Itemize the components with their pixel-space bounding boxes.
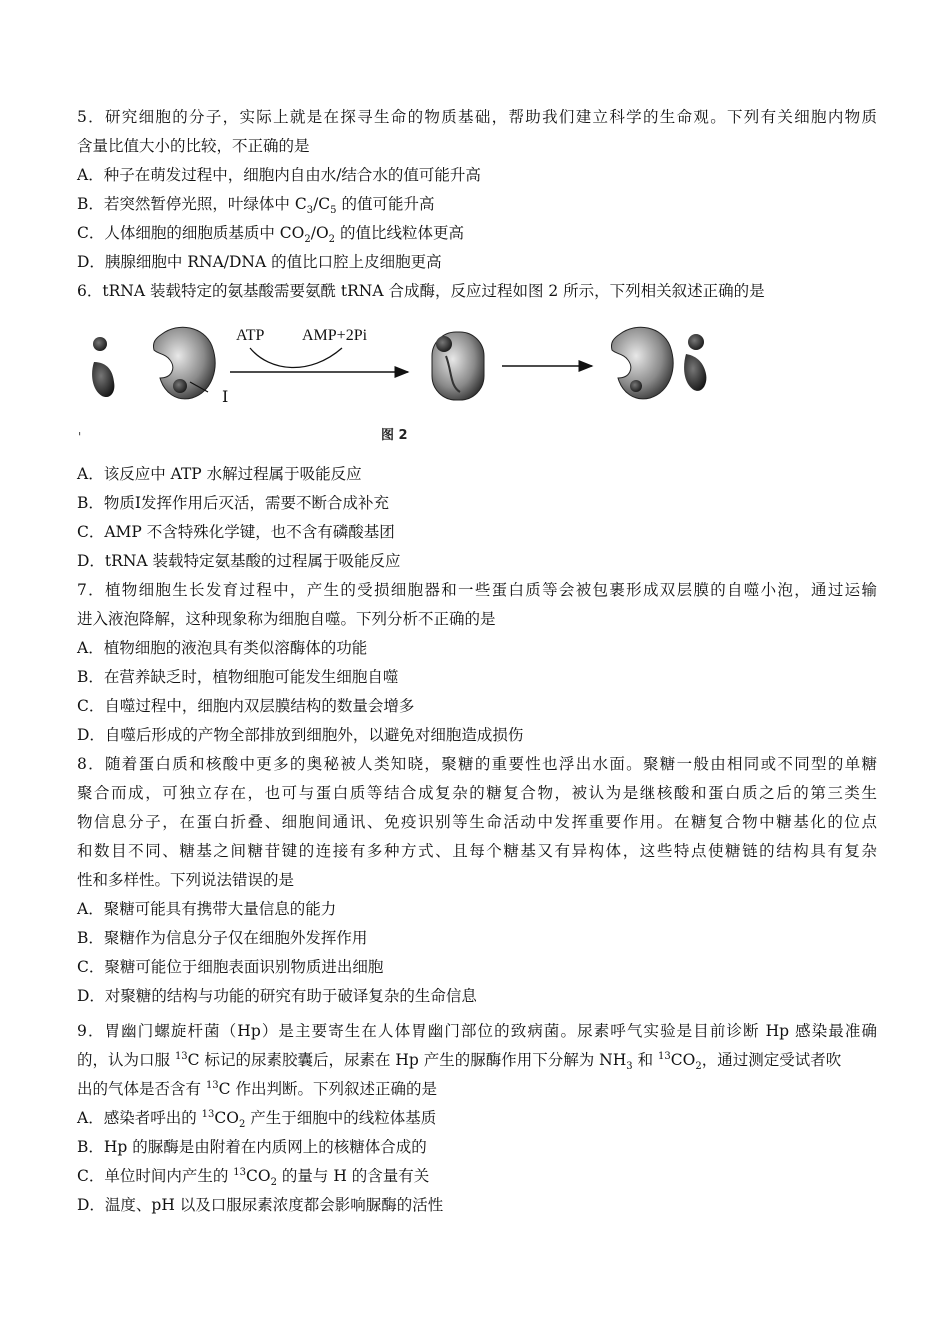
q9-stem-line3-sup: 13 — [205, 1079, 219, 1091]
figure-mark: ' — [78, 430, 82, 444]
enzyme-complex-icon — [432, 332, 484, 400]
q5-option-c-text: C．人体细胞的细胞质基质中 CO — [77, 224, 305, 242]
q5-option-b-text: B．若突然暂停光照，叶绿体中 C — [77, 195, 307, 213]
q8-stem-line4: 和数目不同、糖基之间糖苷键的连接有多种方式、且每个糖基又有异构体，这些特点使糖链的结构具有复杂 — [77, 842, 877, 860]
q9-stem-line2-d: CO — [670, 1051, 696, 1069]
q5-option-c-sub2: 2 — [328, 234, 336, 246]
q7-stem-line1: 7．植物细胞生长发育过程中，产生的受损细胞器和一些蛋白质等会被包裹形成双层膜的自噬小泡，通过运输 — [77, 581, 877, 599]
q9-option-a-sub: 2 — [238, 1119, 246, 1131]
label-i: I — [222, 387, 229, 406]
q5-option-b-sub2: 5 — [330, 205, 337, 217]
q9-option-a-co: CO — [214, 1109, 239, 1127]
q7-option-c: C．自噬过程中，细胞内双层膜结构的数量会增多 — [77, 697, 415, 715]
q9-option-c-post: 的量与 H 的含量有关 — [276, 1167, 430, 1185]
trna-left-icon — [92, 337, 114, 397]
q5-option-c-post: 的值比线粒体更高 — [335, 224, 464, 242]
q9-option-c — [77, 1164, 877, 1188]
q5-option-a: A．种子在萌发过程中，细胞内自由水/结合水的值可能升高 — [77, 166, 481, 184]
q9-stem-line3-b: C 作出判断。下列叙述正确的是 — [218, 1080, 437, 1098]
q5-option-c-mid: /O — [310, 224, 329, 242]
q5-option-b-post: 的值可能升高 — [336, 195, 435, 213]
q7-option-a: A．植物细胞的液泡具有类似溶酶体的功能 — [77, 639, 368, 657]
q9-stem-line2-b: C 标记的尿素胶囊后，尿素在 Hp 产生的脲酶作用下分解为 NH — [187, 1051, 627, 1069]
q8-option-a: A．聚糖可能具有携带大量信息的能力 — [77, 900, 337, 918]
q7-option-b: B．在营养缺乏时，植物细胞可能发生细胞自噬 — [77, 668, 399, 686]
q9-stem-line3 — [77, 1077, 877, 1101]
label-amp: AMP+2Pi — [302, 327, 368, 344]
q9-option-b: B．Hp 的脲酶是由附着在内质网上的核糖体合成的 — [77, 1138, 427, 1156]
q9-stem-line1: 9．胃幽门螺旋杆菌（Hp）是主要寄生在人体胃幽门部位的致病菌。尿素呼气实验是目前诊断 Hp 感染最准确 — [77, 1022, 877, 1040]
q8-option-c: C．聚糖可能位于细胞表面识别物质进出细胞 — [77, 958, 384, 976]
q9-option-c-co: CO — [246, 1167, 271, 1185]
q6-option-b: B．物质Ⅰ发挥作用后灭活，需要不断合成补充 — [77, 494, 390, 512]
q8-option-b: B．聚糖作为信息分子仅在细胞外发挥作用 — [77, 929, 368, 947]
q5-option-b — [77, 192, 877, 216]
q9-option-d: D．温度、pH 以及口服尿素浓度都会影响脲酶的活性 — [77, 1196, 444, 1214]
q9-stem-line2 — [77, 1048, 877, 1072]
q8-stem-line5: 性和多样性。下列说法错误的是 — [77, 871, 295, 889]
q5-option-b-sub1: 3 — [306, 205, 314, 217]
q9-stem-line2-sub2: 2 — [695, 1061, 702, 1073]
q9-stem-line2-c: 和 — [632, 1051, 658, 1069]
q9-option-a-post: 产生于细胞中的线粒体基质 — [245, 1109, 437, 1127]
q5-stem-line1: 5．研究细胞的分子，实际上就是在探寻生命的物质基础，帮助我们建立科学的生命观。下列有关细胞内物质 — [77, 108, 877, 126]
q6-option-a: A．该反应中 ATP 水解过程属于吸能反应 — [77, 465, 362, 483]
enzyme-left-icon — [153, 327, 215, 399]
q5-option-d: D．胰腺细胞中 RNA/DNA 的值比口腔上皮细胞更高 — [77, 253, 442, 271]
q5-option-b-mid: /C — [313, 195, 331, 213]
q7-stem-line2: 进入液泡降解，这种现象称为细胞自噬。下列分析不正确的是 — [77, 610, 496, 628]
q8-stem-line2: 聚合而成，可独立存在，也可与蛋白质等结合成复杂的糖复合物，被认为是继核酸和蛋白质之后的第三类生 — [77, 784, 877, 802]
q8-stem-line3: 物信息分子，在蛋白折叠、细胞间通讯、免疫识别等生命活动中发挥重要作用。在糖复合物中糖基化的位点 — [77, 813, 877, 831]
q6-stem: 6．tRNA 装载特定的氨基酸需要氨酰 tRNA 合成酶，反应过程如图 2 所示，下列相关叙述正确的是 — [77, 282, 765, 300]
q6-option-d: D．tRNA 装载特定氨基酸的过程属于吸能反应 — [77, 552, 401, 570]
q9-stem-line2-a: 的，认为口服 — [77, 1051, 175, 1069]
label-atp: ATP — [236, 327, 265, 344]
enzyme-right-icon — [611, 327, 673, 399]
q9-stem-line2-sup2: 13 — [658, 1050, 671, 1062]
q9-stem-line2-e: ，通过测定受试者吹 — [701, 1051, 842, 1069]
q5-option-c — [77, 221, 877, 245]
trna-reaction-diagram — [80, 312, 730, 422]
q7-option-d: D．自噬后形成的产物全部排放到细胞外，以避免对细胞造成损伤 — [77, 726, 524, 744]
q8-stem-line1: 8．随着蛋白质和核酸中更多的奥秘被人类知晓，聚糖的重要性也浮出水面。聚糖一般由相同或不同型的单糖 — [77, 755, 877, 773]
atp-curve-arrow — [250, 348, 342, 368]
q9-stem-line2-sup1: 13 — [174, 1050, 188, 1062]
q9-stem-line3-a: 出的气体是否含有 — [77, 1080, 206, 1098]
q5-stem-line2: 含量比值大小的比较，不正确的是 — [77, 137, 310, 155]
q9-option-c-text: C．单位时间内产生的 — [77, 1167, 234, 1185]
q8-option-d: D．对聚糖的结构与功能的研究有助于破译复杂的生命信息 — [77, 987, 477, 1005]
trna-right-icon — [684, 334, 706, 391]
q9-option-a-sup: 13 — [201, 1108, 215, 1120]
figure-2-caption: 图 2 — [381, 428, 408, 443]
q9-option-c-sup: 13 — [233, 1166, 247, 1178]
q9-option-a-text: A．感染者呼出的 — [77, 1109, 202, 1127]
q9-stem-line2-sub1: 3 — [626, 1061, 633, 1073]
q6-option-c: C．AMP 不含特殊化学键，也不含有磷酸基团 — [77, 523, 395, 541]
q9-option-c-sub: 2 — [270, 1177, 277, 1189]
q5-option-c-sub1: 2 — [304, 234, 311, 246]
q9-option-a — [77, 1106, 877, 1130]
